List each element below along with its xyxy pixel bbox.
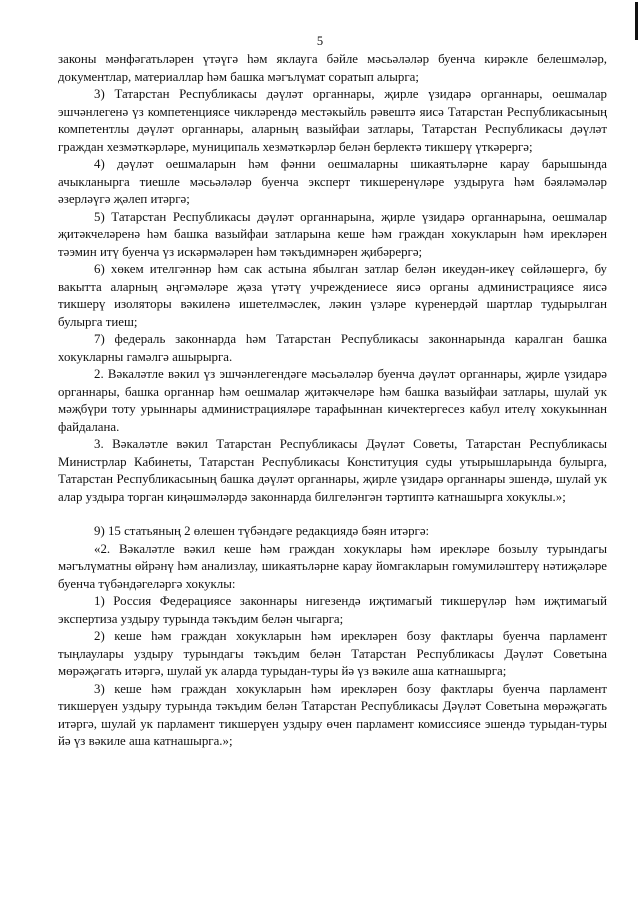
paragraph-amendment-9: 9) 15 статьяның 2 өлешен түбәндәге редакциядә бәян итәргә: [94,524,430,538]
paragraph-continuation: законы мәнфәгатьләрен үтәүгә һәм яклауга бәйле мәсьәләләр буенча кирәкле белешмәләр, документлар, материаллар һәм башка мәгълүмат соратып алырга; [58,52,607,84]
paragraph-item-6: 6) хөкем ителгәннәр һәм сак астына ябылган затлар белән икеудән-икеү сөйләшергә, бу вакытта аларның әңгәмәләре җәза үтәтү учреждениесе яисә органы администрациясе яисә тикшерү изоляторы вәкиленә ишетелмәслек, ләкин үзләре күренердәй шартлар тудырылган булырга тиеш; [58,262,607,329]
document-body [58,51,607,751]
paragraph-item-3: 3) Татарстан Республикасы дәүләт органнары, җирле үзидарә органнары, оешмалар эшчәнлегенә үз компетенциясе чикләрендә местәкыйль рәвештә яисә Татарстан Республикасының компетентлы дәүләт органнары, аларның вазыйфаи затлары, Татарстан Республикасы дәүләт граждан хезмәткәрләре, муниципаль хезмәткәрләр белән берлектә тикшерү үткәрергә; [58,87,607,154]
paragraph-quoted-item-2: 2) кеше һәм граждан хокукларын һәм ирекләрен бозу фактлары буенча парламент тыңлаулары уздыру турындагы тәкъдим белән Татарстан Республикасы Дәүләт Советына мөрәҗәгать итәргә, шулай ук аларда турыдан-туры йә үз вәкиле аша катнашырга; [58,629,607,678]
page-number: 5 [316,34,324,48]
paragraph-item-7: 7) федераль законнарда һәм Татарстан Республикасы законнарында каралган башка хокукларны гамәлгә ашырырга. [58,332,607,364]
paragraph-item-4: 4) дәүләт оешмаларын һәм фәнни оешмаларны шикаятьләрне карау барышында ачыкланырга тиешле мәсьәләләр буенча эксперт тикшеренүләре уздыруга һәм бәяләмәләр әзерләүгә җәлеп итәргә; [58,157,607,206]
paragraph-quoted-item-1: 1) Россия Федерациясе законнары нигезендә иҗтимагый тикшерүләр һәм иҗтимагый экспертиза уздыру турында тәкъдим белән чыгарга; [58,594,607,626]
paragraph-item-5: 5) Татарстан Республикасы дәүләт органнарына, җирле үзидарә органнарына, оешмалар җитәкчеләренә һәм башка вазыйфаи затларына кеше һәм граждан хокукларын һәм ирекләрен тәэмин итү буенча үз искәрмәләрен һәм тәкъдимнәрен җибәрергә; [58,209,607,259]
paragraph-quoted-item-3: 3) кеше һәм граждан хокукларын һәм ирекләрен бозу фактлары буенча парламент тикшерүен уздыру турында тәкъдим белән Татарстан Республикасы Дәүләт Советына мөрәҗәгать итәргә, шулай ук парламент тикшерүен уздыру өчен парламент комиссиясе эшендә турыдан-туры йә үз вәкиле аша катнашырга.»; [58,681,607,748]
paragraph-section-3: 3. Вәкаләтле вәкил Татарстан Республикасы Дәүләт Советы, Татарстан Республикасы Министрлар Кабинеты, Татарстан Республикасы Конституция суды утырышларында булырга, Татарстан Республикасының башка дәүләт органнары, җирле үзидарә органнары эшендә, шулай ук алар уздыра торган киңәшмәләрдә законнарда билгеләнгән тәртиптә катнашырга хокуклы.»; [58,437,607,504]
paragraph-section-2: 2. Вәкаләтле вәкил үз эшчәнлегендәге мәсьәләләр буенча дәүләт органнары, җирле үзидарә органнары, башка органнар һәм оешмалар җитәкчеләре һәм башка вазыйфаи затлары, шулай ук мәҗбүри тоту урыннары администрацияләре тарафыннан кичектергесез кабул ителү хокукыннан файдалана. [58,367,607,434]
paragraph-quoted-section-2: «2. Вәкаләтле вәкил кеше һәм граждан хокуклары һәм ирекләре бозылу турындагы мәгълүматны өйрәнү һәм анализлау, шикаятьләрне карау йомгакларын гомумиләштерү нәтиҗәләре буенча түбәндәгеләргә хокуклы: [58,541,607,591]
